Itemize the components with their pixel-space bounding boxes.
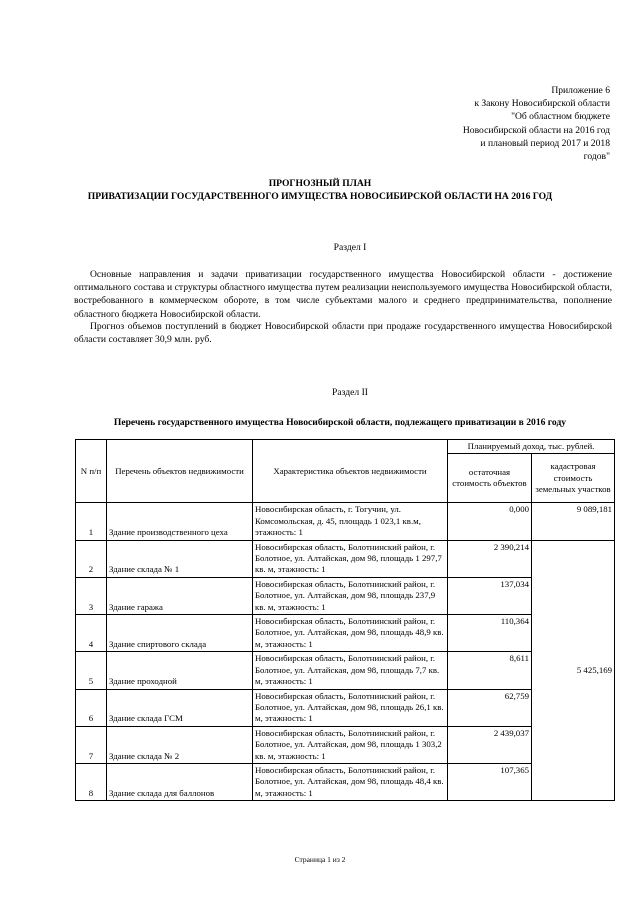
row-num: 7 bbox=[76, 726, 107, 763]
row-residual-value: 137,034 bbox=[448, 577, 532, 614]
row-cadastral-value: 9 089,181 bbox=[532, 503, 615, 540]
property-list-title: Перечень государственного имущества Новосибирской области, подлежащего приватизации в 2016 году bbox=[113, 417, 567, 428]
table-row bbox=[76, 540, 615, 577]
row-object-name: Здание склада для баллонов bbox=[107, 763, 253, 800]
row-characteristics: Новосибирская область, Болотнинский район, г. Болотное, ул. Алтайская, дом 98, площадь 1 303,2 кв. м, этажность: 1 bbox=[253, 726, 448, 763]
row-characteristics: Новосибирская область, г. Тогучин, ул. Комсомольская, д. 45, площадь 1 023,1 кв.м, этажность: 1 bbox=[253, 503, 448, 540]
row-num: 8 bbox=[76, 763, 107, 800]
property-table bbox=[75, 439, 615, 801]
document-subtitle: ПРИВАТИЗАЦИИ ГОСУДАРСТВЕННОГО ИМУЩЕСТВА НОВОСИБИРСКОЙ ОБЛАСТИ НА 2016 ГОД bbox=[87, 191, 553, 202]
row-object-name: Здание склада ГСМ bbox=[107, 689, 253, 726]
document-title: ПРОГНОЗНЫЙ ПЛАН bbox=[268, 178, 372, 189]
row-num: 3 bbox=[76, 577, 107, 614]
row-object-name: Здание гаража bbox=[107, 577, 253, 614]
row-num: 4 bbox=[76, 615, 107, 652]
row-object-name: Здание проходной bbox=[107, 652, 253, 689]
row-residual-value: 8,611 bbox=[448, 652, 532, 689]
row-characteristics: Новосибирская область, Болотнинский район, г. Болотное, ул. Алтайская, дом 98, площадь 7,7 кв. м, этажность: 1 bbox=[253, 652, 448, 689]
header-planned-income: Планируемый доход, тыс. рублей. bbox=[448, 440, 615, 454]
row-residual-value: 0,000 bbox=[448, 503, 532, 540]
table-row bbox=[76, 503, 615, 540]
row-num: 6 bbox=[76, 689, 107, 726]
header-characteristics: Характеристика объектов недвижимости bbox=[253, 440, 448, 503]
header-objects: Перечень объектов недвижимости bbox=[107, 440, 253, 503]
row-object-name: Здание склада № 2 bbox=[107, 726, 253, 763]
row-num: 5 bbox=[76, 652, 107, 689]
appendix-line: годов" bbox=[583, 151, 610, 163]
appendix-line: Приложение 6 bbox=[551, 85, 610, 96]
row-residual-value: 2 439,037 bbox=[448, 726, 532, 763]
row-characteristics: Новосибирская область, Болотнинский район, г. Болотное, ул. Алтайская, дом 98, площадь 1 297,7 кв. м, этажность: 1 bbox=[253, 540, 448, 577]
header-residual: остаточная стоимость объектов bbox=[448, 454, 532, 503]
section-1-paragraph-2 bbox=[74, 320, 612, 346]
row-num: 2 bbox=[76, 540, 107, 577]
section-1-paragraph-1 bbox=[74, 268, 612, 321]
row-object-name: Здание склада № 1 bbox=[107, 540, 253, 577]
header-num: N п/п bbox=[76, 440, 107, 503]
page-footer: Страница 1 из 2 bbox=[294, 855, 346, 864]
row-characteristics: Новосибирская область, Болотнинский район, г. Болотное, ул. Алтайская, дом 98, площадь 48,4 кв. м, этажность: 1 bbox=[253, 763, 448, 800]
paragraph-text: Основные направления и задачи приватизации государственного имущества Новосибирской области - достижение оптимального состава и структуры областного имущества путем реализации неиспользуемого имущества Новосибирской области, востребованного в коммерческом обороте, в том числе субъектами малого и среднего предпринимательства, пополнение областного бюджета Новосибирской области. bbox=[74, 269, 612, 320]
row-characteristics: Новосибирская область, Болотнинский район, г. Болотное, ул. Алтайская, дом 98, площадь 237,9 кв. м, этажность: 1 bbox=[253, 577, 448, 614]
row-object-name: Здание спиртового склада bbox=[107, 615, 253, 652]
row-characteristics: Новосибирская область, Болотнинский район, г. Болотное, ул. Алтайская, дом 98, площадь 48,9 кв. м, этажность: 1 bbox=[253, 615, 448, 652]
appendix-line: Новосибирской области на 2016 год bbox=[462, 124, 610, 136]
appendix-line: "Об областном бюджете bbox=[511, 111, 610, 123]
section-2-heading: Раздел II bbox=[332, 387, 368, 398]
paragraph-text: Прогноз объемов поступлений в бюджет Новосибирской области при продаже государственного имущества Новосибирской области составляет 30,9 млн. руб. bbox=[74, 321, 612, 346]
appendix-note bbox=[463, 84, 610, 163]
row-characteristics: Новосибирская область, Болотнинский район, г. Болотное, ул. Алтайская, дом 98, площадь 26,1 кв. м, этажность: 1 bbox=[253, 689, 448, 726]
header-cadastral: кадастровая стоимость земельных участков bbox=[532, 454, 615, 503]
row-residual-value: 107,365 bbox=[448, 763, 532, 800]
table-header-row bbox=[76, 440, 615, 454]
row-num: 1 bbox=[76, 503, 107, 540]
merged-cadastral-value: 5 425,169 bbox=[532, 540, 615, 801]
appendix-line: и плановый период 2017 и 2018 bbox=[480, 137, 610, 149]
appendix-line: к Закону Новосибирской области bbox=[474, 98, 610, 110]
row-residual-value: 2 390,214 bbox=[448, 540, 532, 577]
row-residual-value: 62,759 bbox=[448, 689, 532, 726]
row-residual-value: 110,364 bbox=[448, 615, 532, 652]
section-1-heading: Раздел I bbox=[333, 242, 367, 253]
row-object-name: Здание производственного цеха bbox=[107, 503, 253, 540]
